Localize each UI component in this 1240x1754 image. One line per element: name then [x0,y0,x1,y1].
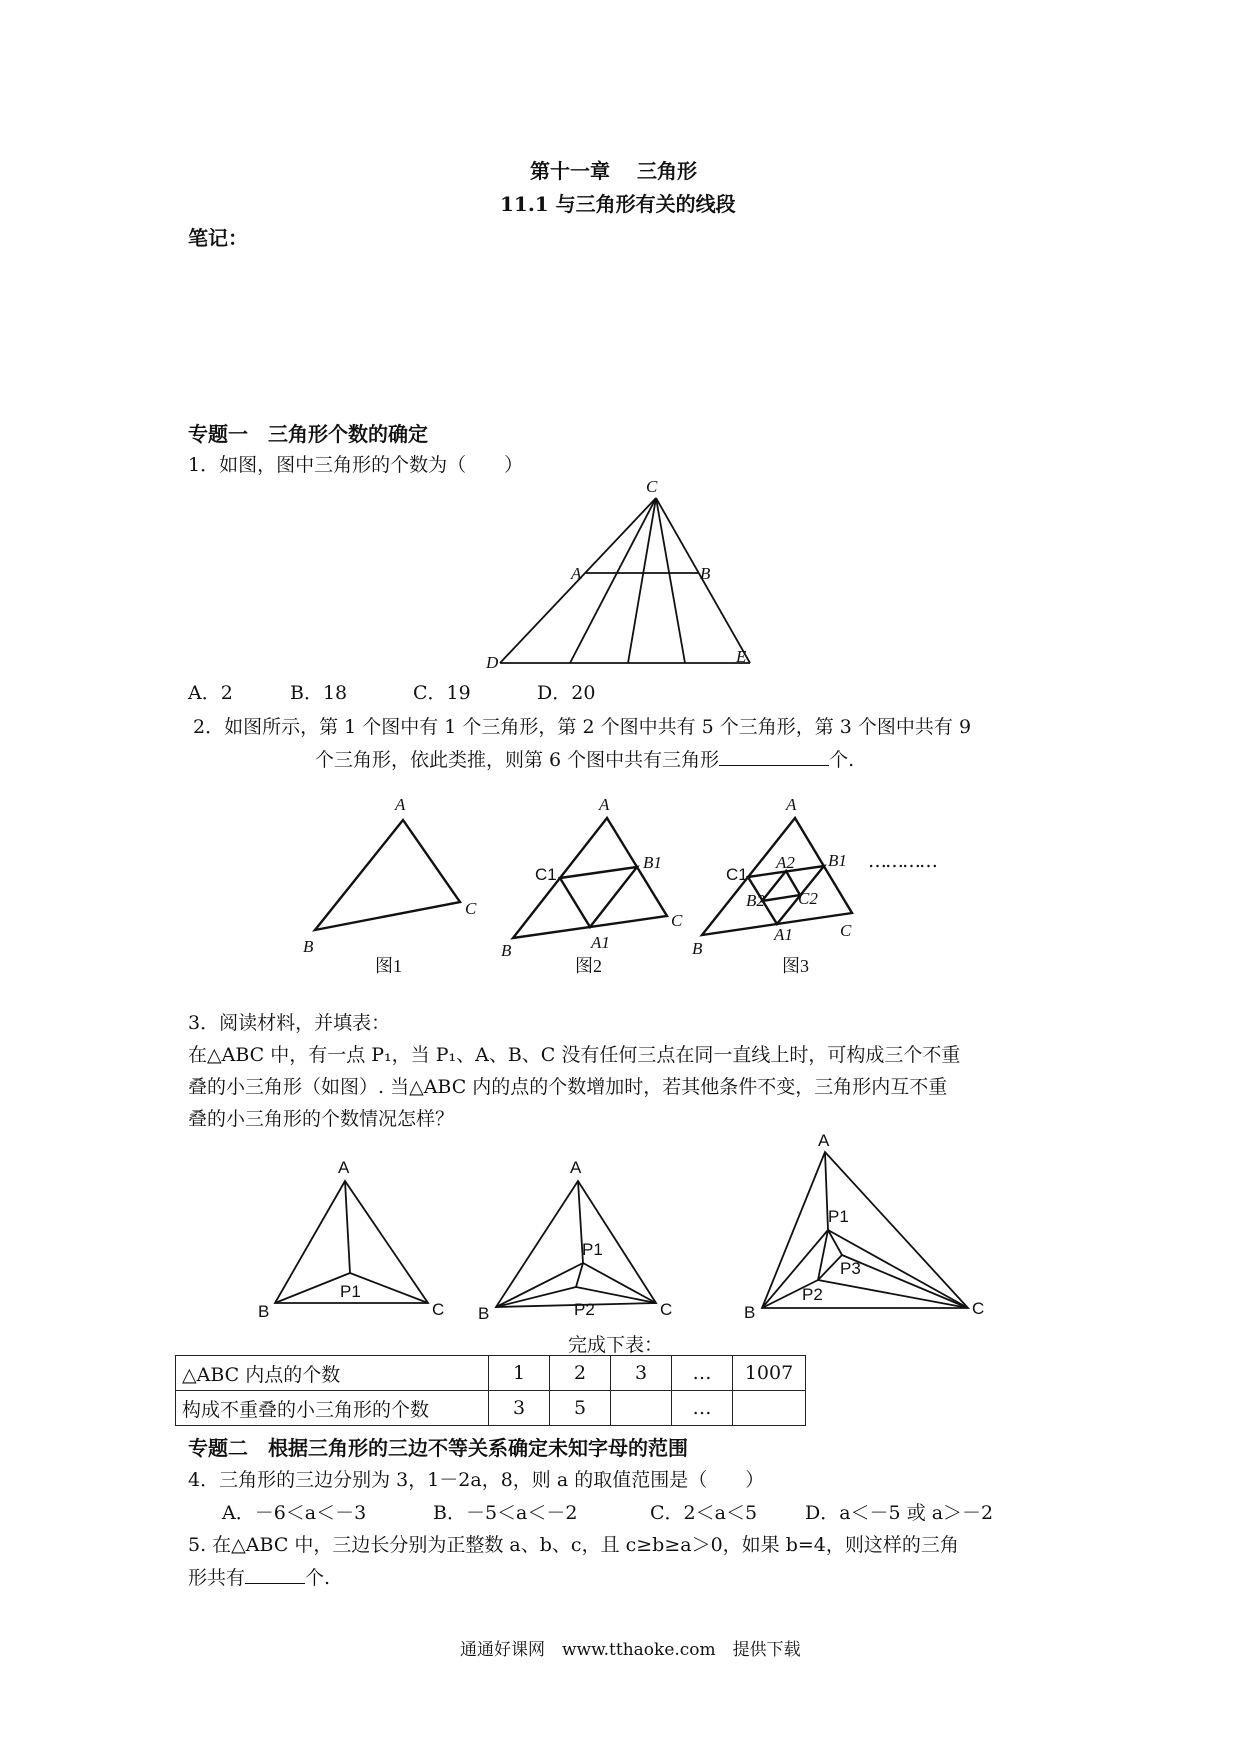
q2-line1: 2．如图所示，第 1 个图中有 1 个三角形，第 2 个图中共有 5 个三角形，第 3 个图中共有 9 [193,716,972,738]
fig3-label-a1: A1 [774,925,793,944]
fig1-caption: 图1 [375,956,402,976]
q1-option-c: C．19 [413,682,471,704]
q3f3-label-a: A [818,1131,830,1150]
table-cell: 构成不重叠的小三角形的个数 [176,1391,489,1426]
table-cell: 1 [489,1356,550,1391]
q3f1-label-a: A [338,1158,350,1177]
q4-option-c: C．2＜a＜5 [650,1502,758,1524]
q5-line2-end: 个. [305,1567,331,1589]
q3f1-label-p1: P1 [340,1282,361,1301]
notes-label: 笔记： [188,226,248,250]
table-cell: … [672,1356,733,1391]
fig2-label-c1: C1 [535,865,557,884]
q3-stem: 3．阅读材料，并填表： [188,1012,391,1034]
topic2-heading: 专题二 根据三角形的三边不等关系确定未知字母的范围 [188,1436,688,1460]
q1-stem: 1．如图，图中三角形的个数为（ ） [188,454,524,476]
q3f3-label-c: C [972,1299,985,1318]
table-cell: … [672,1391,733,1426]
q3f3-label-p2: P2 [802,1285,823,1304]
q3f3-label-b: B [744,1303,756,1322]
q4-option-d: D．a＜－5 或 a＞－2 [805,1502,994,1524]
fig3-label-a: A [786,795,797,814]
fig3-label-b1: B1 [828,851,847,870]
q3-figure-3 [740,1130,1000,1330]
table-answer-cell[interactable] [611,1391,672,1426]
fig3-label-c: C [840,921,852,940]
q2-line2 [315,745,854,772]
table-row [176,1356,806,1391]
topic1-heading: 专题一 三角形个数的确定 [188,422,428,446]
q4-option-b: B．－5＜a＜－2 [433,1502,578,1524]
q1-label-d: D [486,653,499,670]
page-footer: 通通好课网 www.tthaoke.com 提供下载 [460,1640,801,1660]
q1-label-c: C [646,478,658,496]
q4-option-a: A．－6＜a＜－3 [222,1502,367,1524]
fig2-caption: 图2 [575,956,602,976]
q3f1-label-c: C [432,1300,445,1319]
chapter-title: 第十一章 三角形 [530,159,697,183]
q3f2-label-b: B [478,1304,490,1323]
q3-figure-1 [250,1155,460,1330]
q1-option-a: A．2 [188,682,233,704]
q2-figure-2 [495,790,685,980]
fig1-label-c: C [465,899,477,918]
table-cell: 3 [489,1391,550,1426]
q3f2-label-p2: P2 [574,1300,595,1319]
fig2-label-a1: A1 [591,933,610,952]
fig2-label-b1: B1 [643,853,662,872]
q5-line1: 5. 在△ABC 中，三边长分别为正整数 a、b、c，且 c≥b≥a＞0，如果 b=4，则这样的三角 [188,1534,959,1556]
q2-figure-3 [690,790,890,980]
table-cell: 1007 [733,1356,806,1391]
table-cell: △ABC 内点的个数 [176,1356,489,1391]
q5-answer-blank[interactable] [245,1565,305,1584]
fig2-label-c: C [671,911,683,930]
q5-line2-text: 形共有 [188,1567,246,1589]
q1-label-a: A [571,564,582,583]
table-row [176,1391,806,1426]
q4-stem: 4．三角形的三边分别为 3，1－2a，8，则 a 的取值范围是（ ） [188,1469,765,1491]
q2-dots: ………… [868,850,936,872]
fig1-label-b: B [303,937,314,956]
q1-label-b: B [700,564,711,583]
fig2-label-b: B [501,941,512,960]
table-title: 完成下表： [568,1334,664,1356]
q1-label-e: E [736,647,747,666]
q5-line2 [188,1563,330,1590]
fig2-label-a: A [599,795,610,814]
q3-figure-2 [478,1155,688,1330]
q2-answer-blank[interactable] [719,747,829,766]
q3f1-label-b: B [258,1302,270,1321]
fill-in-table [175,1355,806,1426]
q3-paragraph-line2: 叠的小三角形（如图）. 当△ABC 内的点的个数增加时，若其他条件不变，三角形内互不重 [188,1076,948,1098]
table-answer-cell[interactable] [733,1391,806,1426]
q3f2-label-c: C [660,1300,673,1319]
fig3-label-b2: B2 [746,891,765,910]
q2-line2-end: 个. [829,749,855,771]
q1-option-d: D．20 [537,682,596,704]
q3f3-label-p3: P3 [840,1259,861,1278]
fig1-label-a: A [395,795,406,814]
fig3-label-c1: C1 [726,865,748,884]
fig3-label-c2: C2 [798,889,818,908]
q3f2-label-p1: P1 [582,1240,603,1259]
q3f2-label-a: A [570,1158,582,1177]
q2-figure-1 [295,790,485,980]
fig3-caption: 图3 [782,956,809,976]
table-cell: 2 [550,1356,611,1391]
table-cell: 5 [550,1391,611,1426]
q1-figure [480,478,770,670]
section-title: 11.1 与三角形有关的线段 [500,192,736,216]
fig3-label-b: B [692,939,703,958]
q3f3-label-p1: P1 [828,1207,849,1226]
q2-line2-text: 个三角形，依此类推，则第 6 个图中共有三角形 [315,749,720,771]
fig3-label-a2: A2 [776,853,795,872]
q3-paragraph-line1: 在△ABC 中，有一点 P₁，当 P₁、A、B、C 没有任何三点在同一直线上时，可构成三个不重 [188,1044,961,1066]
q3-paragraph-line3: 叠的小三角形的个数情况怎样？ [188,1108,455,1130]
table-cell: 3 [611,1356,672,1391]
q1-option-b: B．18 [290,682,348,704]
